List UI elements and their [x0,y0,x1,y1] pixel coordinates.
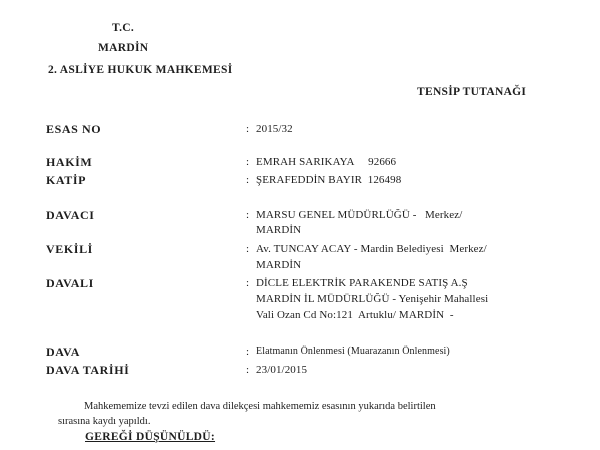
dava-label: DAVA [46,345,80,359]
vekili-label: VEKİLİ [46,242,93,256]
hakim-value: EMRAH SARIKAYA 92666 [256,156,397,168]
davali-value-line1: DİCLE ELEKTRİK PARAKENDE SATIŞ A.Ş [256,277,468,289]
vekili-value-line2: MARDİN [256,259,302,271]
vekili-colon: : [246,243,250,255]
document-title: TENSİP TUTANAĞI [417,86,527,98]
paragraph-line1: Mahkememize tevzi edilen dava dilekçesi mahkememiz esasının yukarıda belirtilen [84,401,436,412]
davali-colon: : [246,277,250,289]
decision-heading: GEREĞİ DÜŞÜNÜLDÜ: [85,431,216,443]
paragraph-line2: sırasına kaydı yapıldı. [58,416,151,427]
header-court: 2. ASLİYE HUKUK MAHKEMESİ [48,64,233,76]
esas-no-value: 2015/32 [256,123,293,135]
davali-value-line2: MARDİN İL MÜDÜRLÜĞÜ - Yenişehir Mahallesi [256,293,489,305]
esas-no-colon: : [246,123,250,135]
vekili-value-line1: Av. TUNCAY ACAY - Mardin Belediyesi Merkez/ [256,243,487,255]
header-tc: T.C. [112,22,135,34]
davali-label: DAVALI [46,276,94,290]
katip-label: KATİP [46,173,87,187]
davaci-colon: : [246,209,250,221]
davali-value-line3: Vali Ozan Cd No:121 Artuklu/ MARDİN - [256,309,454,321]
dava-value: Elatmanın Önlenmesi (Muarazanın Önlenmesi) [256,346,450,357]
dava-tarihi-value: 23/01/2015 [256,364,308,376]
katip-value: ŞERAFEDDİN BAYIR 126498 [256,174,402,186]
katip-colon: : [246,174,250,186]
davaci-label: DAVACI [46,208,95,222]
hakim-colon: : [246,156,250,168]
davaci-value-line1: MARSU GENEL MÜDÜRLÜĞÜ - Merkez/ [256,209,463,221]
header-city: MARDİN [98,42,149,54]
esas-no-label: ESAS NO [46,122,102,136]
davaci-value-line2: MARDİN [256,224,302,236]
dava-tarihi-colon: : [246,364,250,376]
hakim-label: HAKİM [46,155,93,169]
dava-tarihi-label: DAVA TARİHİ [46,363,130,377]
dava-colon: : [246,346,250,358]
